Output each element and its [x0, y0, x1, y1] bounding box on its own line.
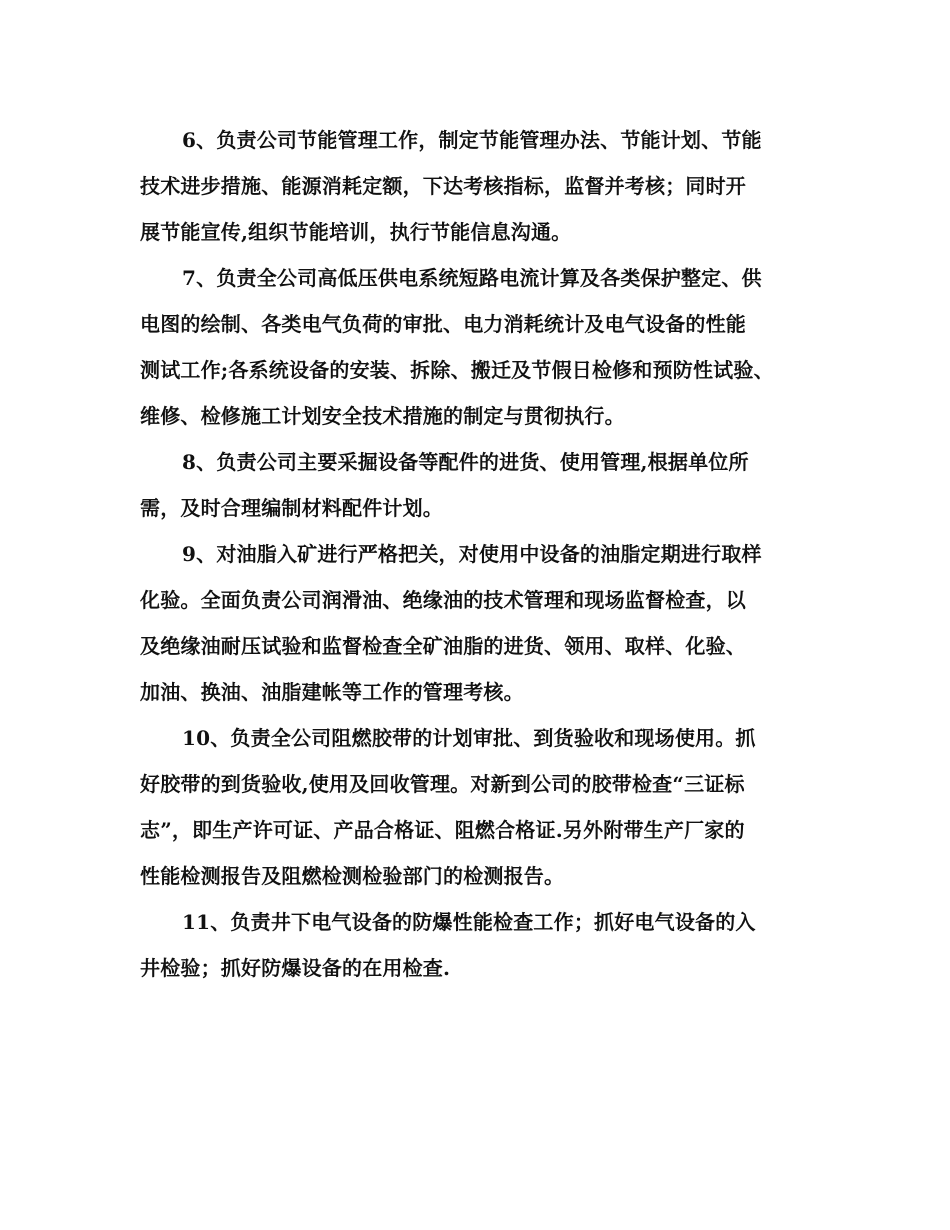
paragraph-6-line-3: 展节能宣传,组织节能培训，执行节能信息沟通。	[140, 220, 572, 244]
paragraph-8-line-1: 8、负责公司主要采掘设备等配件的进货、使用管理,根据单位所	[182, 450, 749, 474]
paragraph-7-line-1: 7、负责全公司高低压供电系统短路电流计算及各类保护整定、供	[182, 266, 762, 290]
paragraph-10-line-1: 10、负责全公司阻燃胶带的计划审批、到货验收和现场使用。抓	[182, 726, 756, 750]
paragraph-9-line-1: 9、对油脂入矿进行严格把关，对使用中设备的油脂定期进行取样	[182, 542, 762, 566]
paragraph-9-line-3: 及绝缘油耐压试验和监督检查全矿油脂的进货、领用、取样、化验、	[140, 634, 746, 658]
paragraph-10-line-2: 好胶带的到货验收,使用及回收管理。对新到公司的胶带检查“三证标	[140, 772, 745, 796]
paragraph-6-line-2: 技术进步措施、能源消耗定额，下达考核指标，监督并考核；同时开	[140, 174, 746, 198]
paragraph-7-line-2: 电图的绘制、各类电气负荷的审批、电力消耗统计及电气设备的性能	[140, 312, 746, 336]
paragraph-10-line-4: 性能检测报告及阻燃检测检验部门的检测报告。	[140, 864, 565, 888]
paragraph-11-line-2: 井检验；抓好防爆设备的在用检查.	[140, 956, 451, 980]
paragraph-6-line-1: 6、负责公司节能管理工作，制定节能管理办法、节能计划、节能	[182, 128, 762, 152]
paragraph-10-line-3: 志”，即生产许可证、产品合格证、阻燃合格证.另外附带生产厂家的	[140, 818, 745, 842]
paragraph-7-line-4: 维修、检修施工计划安全技术措施的制定与贯彻执行。	[140, 404, 625, 428]
paragraph-7-line-3: 测试工作;各系统设备的安装、拆除、搬迁及节假日检修和预防性试验、	[140, 358, 774, 382]
paragraph-9-line-2: 化验。全面负责公司润滑油、绝缘油的技术管理和现场监督检查，以	[140, 588, 746, 612]
paragraph-9-line-4: 加油、换油、油脂建帐等工作的管理考核。	[140, 680, 524, 704]
paragraph-8-line-2: 需，及时合理编制材料配件计划。	[140, 496, 443, 520]
paragraph-11-line-1: 11、负责井下电气设备的防爆性能检查工作；抓好电气设备的入	[182, 910, 756, 934]
